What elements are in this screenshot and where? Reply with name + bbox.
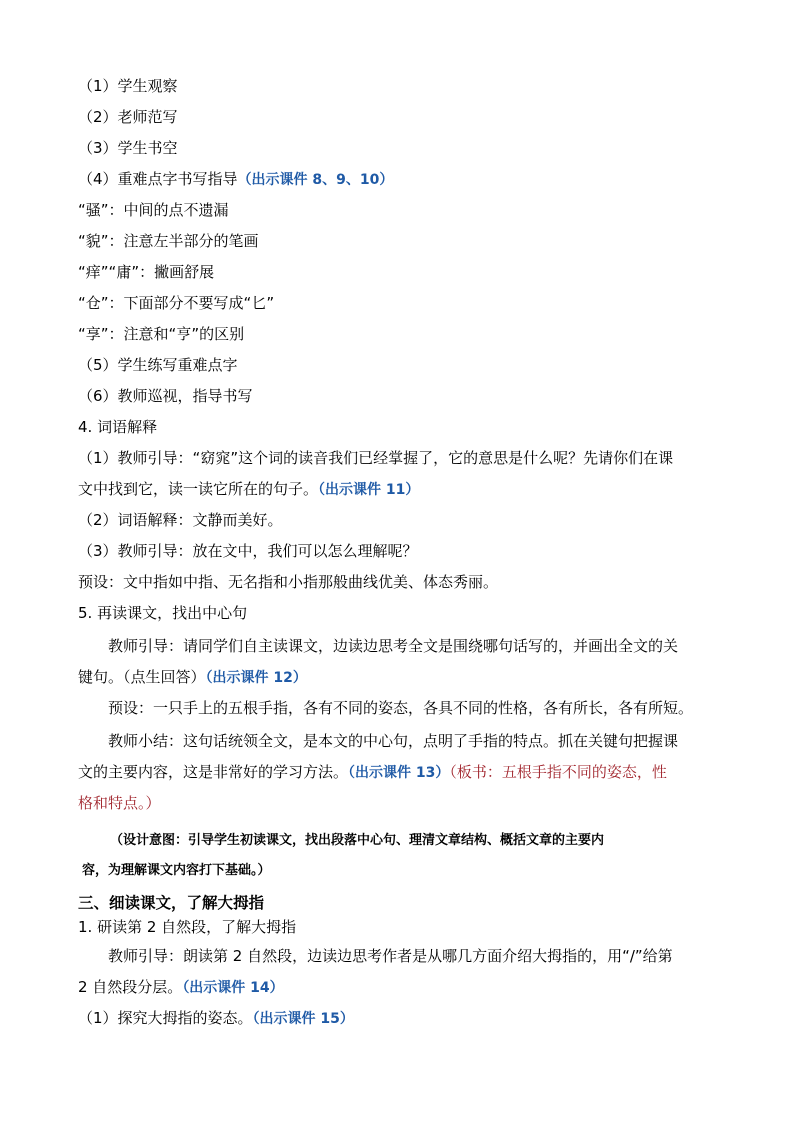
courseware-ref: （出示课件 13）: [348, 765, 450, 781]
paragraph: [78, 662, 718, 694]
board-note: 格和特点。）: [78, 794, 161, 812]
courseware-ref: （出示课件 12）: [205, 670, 307, 686]
paragraph: 教师小结：这句话统领全文，是本文的中心句，点明了手指的特点。抓在关键句把握课: [108, 732, 679, 750]
paragraph: （3）教师引导：放在文中，我们可以怎么理解呢？: [78, 542, 418, 560]
paragraph: [78, 972, 718, 1004]
step-observe: （1）学生观察: [78, 77, 178, 95]
paragraph: [78, 474, 718, 506]
design-intent: （设计意图：引导学生初读课文，找出段落中心句、理清文章结构、概括文章的主要内: [110, 833, 605, 848]
paragraph: 预设：一只手上的五根手指，各有不同的姿态，各具不同的性格，各有所长，各有所短。: [108, 699, 694, 717]
char-note: “享”：注意和“亨”的区别: [78, 325, 245, 343]
char-note: “貌”：注意左半部分的笔画: [78, 232, 259, 250]
courseware-ref: （出示课件 8、9、10）: [237, 172, 394, 188]
paragraph-text: 键句。（点生回答）: [78, 668, 206, 686]
courseware-ref: （出示课件 15）: [252, 1011, 354, 1027]
step-practice: （5）学生练写重难点字: [78, 356, 238, 374]
board-note: （板书：五根手指不同的姿态，性: [449, 763, 667, 781]
paragraph: （2）词语解释：文静而美好。: [78, 511, 283, 529]
section-word-explain: 4. 词语解释: [78, 418, 158, 436]
section-reread: 5. 再读课文，找出中心句: [78, 604, 248, 622]
courseware-ref: （出示课件 11）: [318, 482, 420, 498]
step-air-write: （3）学生书空: [78, 139, 178, 157]
courseware-ref: （出示课件 14）: [182, 980, 284, 996]
paragraph-text: 2 自然段分层。: [78, 978, 183, 996]
paragraph-text: 文的主要内容，这是非常好的学习方法。: [78, 763, 349, 781]
design-intent: 容，为理解课文内容打下基础。）: [82, 863, 271, 878]
paragraph-text: （1）探究大拇指的姿态。: [78, 1009, 253, 1027]
step-patrol: （6）教师巡视，指导书写: [78, 387, 253, 405]
step-key-chars: [78, 164, 718, 196]
paragraph: [78, 757, 718, 789]
section-heading: 三、细读课文，了解大拇指: [78, 894, 265, 912]
paragraph: [78, 1003, 718, 1035]
paragraph-text: 文中找到它，读一读它所在的句子。: [78, 480, 319, 498]
char-note: “骚”：中间的点不遗漏: [78, 201, 229, 219]
subsection-heading: 1. 研读第 2 自然段，了解大拇指: [78, 918, 297, 936]
paragraph: （1）教师引导：“窈窕”这个词的读音我们已经掌握了，它的意思是什么呢？先请你们在课: [78, 449, 674, 467]
step-demo-write: （2）老师范写: [78, 108, 178, 126]
char-note: “痒”“庸”：撇画舒展: [78, 263, 215, 281]
paragraph: 教师引导：请同学们自主读课文，边读边思考全文是围绕哪句话写的，并画出全文的关: [108, 637, 679, 655]
char-note: “仓”：下面部分不要写成“匕”: [78, 294, 275, 312]
step-key-chars-text: （4）重难点字书写指导: [78, 170, 238, 188]
paragraph: 教师引导：朗读第 2 自然段，边读边思考作者是从哪几方面介绍大拇指的，用“/”给第: [108, 947, 673, 965]
paragraph: 预设：文中指如中指、无名指和小指那般曲线优美、体态秀丽。: [78, 573, 499, 591]
